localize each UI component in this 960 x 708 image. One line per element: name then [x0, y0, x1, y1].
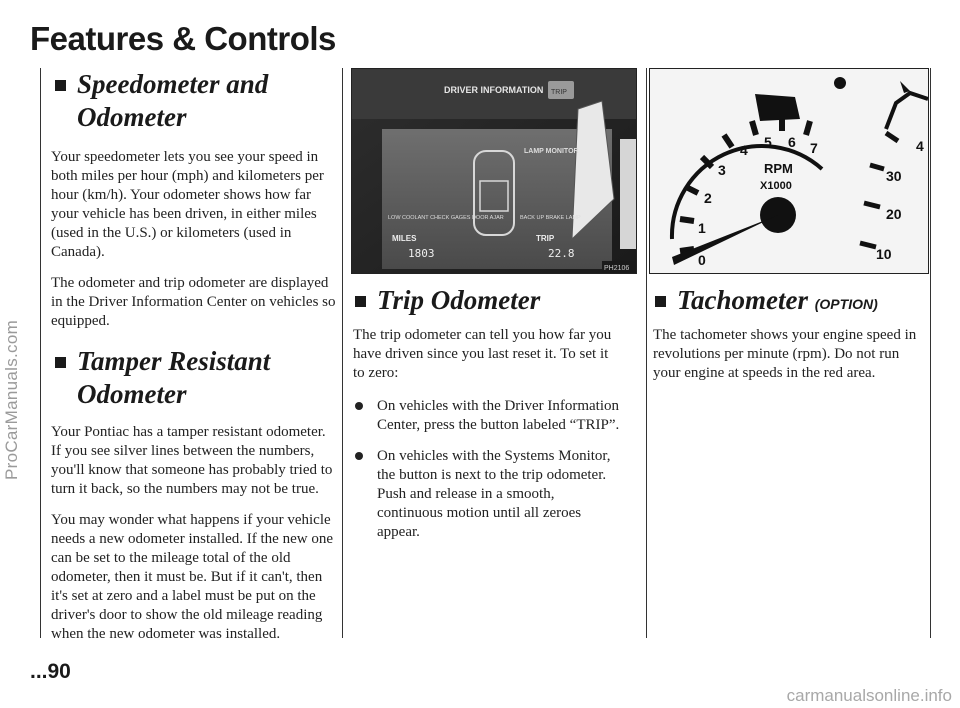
tach-tick-3: 3 [718, 162, 726, 178]
column-right [646, 68, 931, 638]
bullet-dot-icon [355, 452, 363, 460]
tamper-heading-line2: Odometer [77, 379, 187, 409]
driver-information-center-photo [351, 68, 637, 274]
trip-odometer-intro: The trip odometer can tell you how far you have driven since you last reset it. To set it to zero: [353, 327, 612, 381]
tach-tick-5: 5 [764, 134, 772, 150]
speedometer-paragraph-2: The odometer and trip odometer are displayed in the Driver Information Center on vehicles so equipped. [51, 275, 336, 329]
tach-tick-1: 1 [698, 220, 706, 236]
page-number: ...90 [30, 660, 71, 683]
photo-code: PH2106 [604, 265, 630, 272]
list-item [353, 397, 623, 435]
trip-button-label: TRIP [551, 89, 567, 96]
trip-reset-list [353, 397, 623, 542]
list-item-text: On vehicles with the Systems Monitor, the button is next to the trip odometer. Push and release in a smooth, continuous motion until all zeroes appear. [377, 448, 611, 540]
trip-label: TRIP [536, 234, 555, 243]
speedo-tick-20: 20 [886, 206, 902, 222]
tach-photo-svg [650, 69, 928, 273]
rpm-scale-label: X1000 [760, 180, 792, 192]
column-middle [342, 68, 632, 638]
indicator-lamp-icon [834, 77, 846, 89]
trip-value: 22.8 [548, 247, 575, 260]
square-bullet-icon [655, 296, 666, 307]
dic-photo-svg [352, 69, 636, 273]
miles-label: MILES [392, 234, 417, 243]
speedometer-heading-line2: Odometer [77, 102, 187, 132]
speedometer-paragraph-1: Your speedometer lets you see your speed in both miles per hour (mph) and kilometers per hour (km/h). Your odometer shows how far your vehicle has been driven, in either miles (used in the U.S.) or kilometers (used in Canada). [51, 149, 324, 260]
bullet-dot-icon [355, 402, 363, 410]
list-item [353, 447, 623, 542]
speedo-tick-30: 30 [886, 168, 902, 184]
speedometer-heading [51, 68, 336, 134]
speedometer-heading-line1: Speedometer and [77, 69, 269, 99]
tach-tick-7: 7 [810, 140, 818, 156]
square-bullet-icon [55, 80, 66, 91]
rpm-label: RPM [764, 161, 793, 176]
tach-tick-4: 4 [740, 142, 748, 158]
tachometer-photo [649, 68, 929, 274]
tamper-paragraph-2: You may wonder what happens if your vehicle needs a new odometer installed. If the new one can be set to the mileage total of the old odometer, then it must be. But if it can't, then it's set at zero and a label must be put on the driver's door to show the old mileage reading when the new odometer was installed. [51, 512, 333, 642]
page-title: Features & Controls [30, 20, 336, 57]
warning-labels-left: LOW COOLANT CHECK GAGES DOOR AJAR [388, 215, 504, 221]
tamper-heading-line1: Tamper Resistant [77, 346, 271, 376]
bottom-watermark: carmanualsonline.info [786, 686, 952, 705]
list-item-text: On vehicles with the Driver Information Center, press the button labeled “TRIP”. [377, 398, 620, 433]
lamp-monitor-label: LAMP MONITOR [524, 148, 579, 155]
trip-odometer-body [353, 326, 623, 542]
trip-odometer-heading [351, 284, 657, 317]
side-watermark: ProCarManuals.com [2, 319, 21, 481]
tachometer-heading [651, 284, 955, 321]
square-bullet-icon [55, 357, 66, 368]
tamper-paragraph-1: Your Pontiac has a tamper resistant odometer. If you see silver lines between the numbers, you'll know that someone has probably tried to turn it back, so the numbers may not be true. [51, 424, 333, 497]
trip-odometer-heading-text: Trip Odometer [377, 285, 541, 315]
tach-tick-2: 2 [704, 190, 712, 206]
tach-tick-0: 0 [698, 252, 706, 268]
tachometer-body: The tachometer shows your engine speed in revolutions per minute (rpm). Do not run your engine at speeds in the red area. [653, 327, 917, 381]
column-left [40, 68, 336, 642]
speedo-tick-10: 10 [876, 246, 892, 262]
tachometer-heading-text: Tachometer [677, 285, 808, 315]
square-bullet-icon [355, 296, 366, 307]
tamper-heading [51, 345, 336, 411]
option-label: (OPTION) [814, 296, 878, 312]
miles-value: 1803 [408, 247, 435, 260]
tach-tick-6: 6 [788, 134, 796, 150]
warning-labels-right: BACK UP BRAKE LAMP [520, 215, 581, 221]
speedo-tick-4: 4 [916, 138, 924, 154]
driver-information-label: DRIVER INFORMATION [444, 85, 544, 95]
